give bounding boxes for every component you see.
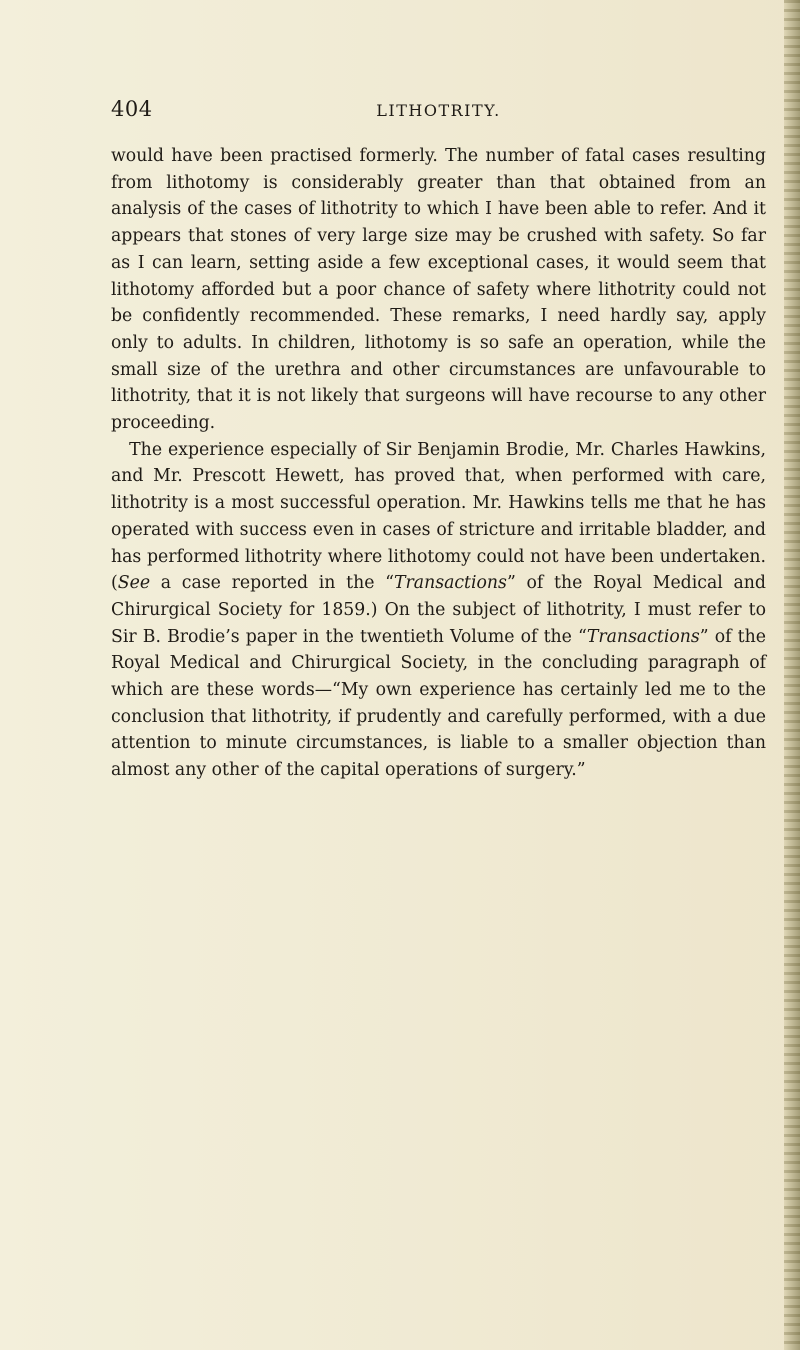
page-number: 404 [111,97,153,121]
running-head [111,97,766,131]
paragraph-1: would have been practised formerly. The number of fatal cases resulting from lithotomy is considerably greater than that obtained from an analysis of the cases of lithotrity to which I have been able to refer. And it appears that stones of very large size may be crushed with safety. So far as I can learn, setting aside a few exceptional cases, it would seem that lithotomy afforded but a poor chance of safety where lithotrity could not be confidently recommended. These remarks, I need hardly say, apply only to adults. In children, lithotomy is so safe an operation, while the small size of the urethra and other circumstances are unfavourable to lithotrity, that it is not likely that surgeons will have recourse to any other proceeding. [111,146,766,434]
running-title: LITHOTRITY. [376,101,501,120]
paragraph-2-text-a: The experience especially of Sir Benjamin Brodie, Mr. Charles Hawkins, and Mr. Prescott Hewett, has proved that, when performed with care, lithotrity is a most successful operation. Mr. Hawkins tells me that he has operated with success even in cases of stricture and irritable bladder, and has performed lithotrity where lithotomy could not have been undertaken. ( [111,439,766,594]
paragraph-2-text-d: ” of the Royal Medical and Chirurgical Society, in the concluding paragraph of which are these words—“My own experience has certainly led me to the conclusion that lithotrity, if prudently and carefully performed, with a due attention to minute circumstances, is liable to a smaller objection than almost any other of the capital operations of surgery.” [111,626,766,781]
paragraph-2-text-b: a case reported in the “ [150,573,394,594]
paragraph-2-text-c: ” of the Royal Medical and Chirurgical Society for 1859.) On the subject of lithotrity, I must refer to Sir B. Brodie’s paper in the twentieth Volume of the “ [111,573,766,647]
page-edge [784,0,800,1350]
body-text [111,143,766,784]
paragraph-2 [111,437,766,784]
transactions-italic-1: Transactions [393,573,507,594]
transactions-italic-2: Transactions [586,626,700,647]
see-italic: See [117,573,151,594]
